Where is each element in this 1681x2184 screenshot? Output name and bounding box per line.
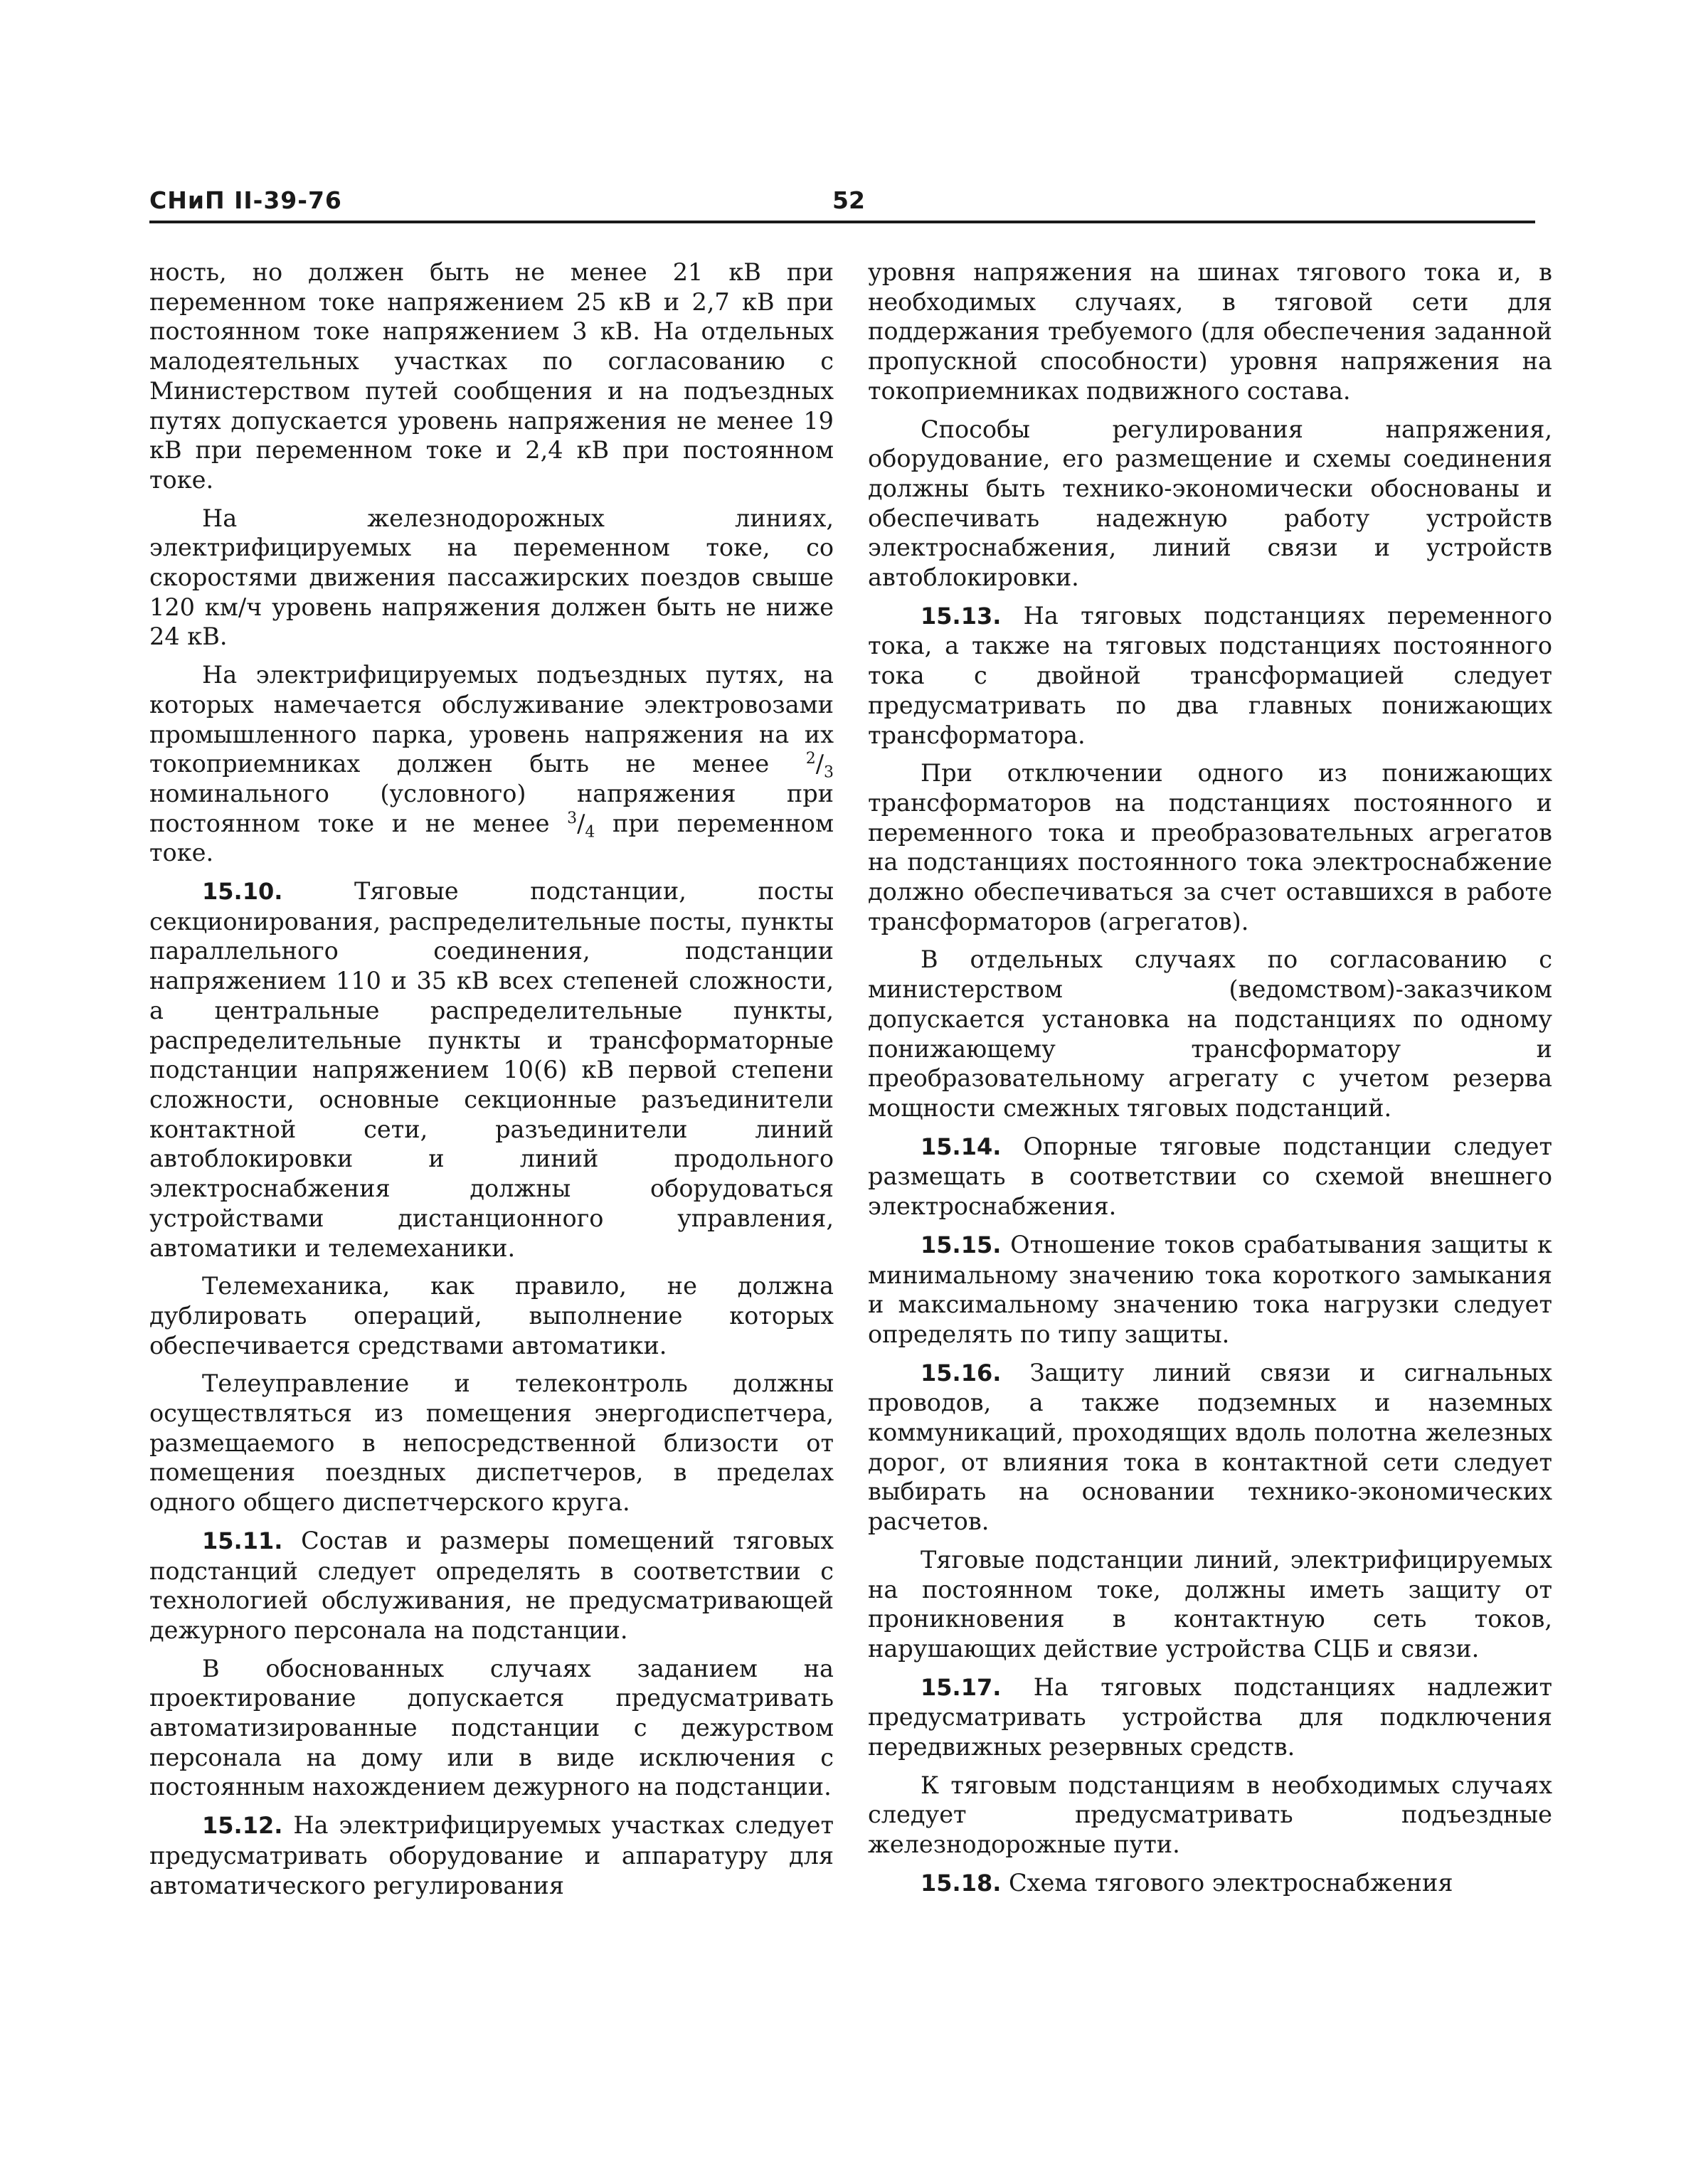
section-number: 15.13. [921, 602, 1002, 630]
fraction-numerator: 2 [805, 750, 816, 768]
section-15-15: 15.15. Отношение токов срабатывания защиты к минимальному значению тока короткого замыкания и максимальному значению тока нагрузки следует определять по типу защиты. [868, 1230, 1552, 1348]
paragraph: На железнодорожных линиях, электрифицируемых на переменном токе, со скоростями движения пассажирских поездов свыше 120 км/ч уровень напряжения должен быть не ниже 24 кВ. [149, 504, 834, 651]
section-number: 15.11. [202, 1527, 283, 1554]
section-15-16: 15.16. Защиту линий связи и сигнальных проводов, а также подземных и наземных коммуникаций, проходящих вдоль полотна железных дорог, от влияния тока в контактной сети следует выбирать на основании технико-экономических расчетов. [868, 1358, 1552, 1536]
section-number: 15.18. [921, 1869, 1002, 1897]
page-number: 52 [832, 186, 865, 214]
paragraph: К тяговым подстанциям в необходимых случаях следует предусматривать подъездные железнодорожные пути. [868, 1771, 1552, 1859]
right-column [868, 258, 1552, 1907]
paragraph: уровня напряжения на шинах тягового тока и, в необходимых случаях, в тяговой сети для поддержания требуемого (для обеспечения заданной пропускной способности) уровня напряжения на токоприемниках подвижного состава. [868, 258, 1552, 405]
paragraph: На электрифицируемых подъездных путях, на которых намечается обслуживание электровозами промышленного парка, уровень напряжения на их токоприемниках должен быть не менее $^2/_3$ номинального (условного) напряжения при постоянном токе и не менее $^3/_4$ при переменном токе. [149, 661, 834, 867]
paragraph: Телемеханика, как правило, не должна дублировать операций, выполнение которых обеспечивается средствами автоматики. [149, 1272, 834, 1359]
paragraph: ность, но должен быть не менее 21 кВ при переменном токе напряжением 25 кВ и 2,7 кВ при постоянном токе напряжением 3 кВ. На отдельных малодеятельных участках по согласованию с Министерством путей сообщения и на подъездных путях допускается уровень напряжения не менее 19 кВ при переменном токе и 2,4 кВ при постоянном токе. [149, 258, 834, 494]
paragraph: В отдельных случаях по согласованию с министерством (ведомством)-заказчиком допускается установка на подстанциях по одному понижающему трансформатору и преобразовательному агрегату с учетом резерва мощности смежных тяговых подстанций. [868, 945, 1552, 1122]
paragraph: Тяговые подстанции линий, электрифицируемых на постоянном токе, должны иметь защиту от проникновения в контактную сеть токов, нарушающих действие устройства СЦБ и связи. [868, 1545, 1552, 1663]
section-15-12: 15.12. На электрифицируемых участках следует предусматривать оборудование и аппаратуру для автоматического регулирования [149, 1811, 834, 1899]
section-number: 15.12. [202, 1812, 283, 1840]
section-number: 15.15. [921, 1231, 1002, 1258]
section-15-11: 15.11. Состав и размеры помещений тяговых подстанций следует определять в соответствии с технологией обслуживания, не предусматривающей дежурного персонала на подстанции. [149, 1526, 834, 1644]
left-column [149, 258, 834, 1909]
fraction-denominator: 4 [585, 823, 595, 842]
section-15-17: 15.17. На тяговых подстанциях надлежит предусматривать устройства для подключения передвижных резервных средств. [868, 1673, 1552, 1761]
paragraph: Телеуправление и телеконтроль должны осуществляться из помещения энергодиспетчера, размещаемого в непосредственной близости от помещения поездных диспетчеров, в пределах одного общего диспетчерского круга. [149, 1369, 834, 1517]
section-15-13: 15.13. На тяговых подстанциях переменного тока, а также на тяговых подстанциях постоянного тока с двойной трансформацией следует предусматривать по два главных понижающих трансформатора. [868, 601, 1552, 749]
section-15-10: 15.10. Тяговые подстанции, посты секционирования, распределительные посты, пункты параллельного соединения, подстанции напряжением 110 и 35 кВ всех степеней сложности, а центральные распределительные пункты, распределительные пункты и трансформаторные подстанции напряжением 10(6) кВ первой степени сложности, основные секционные разъединители контактной сети, разъединители линий автоблокировки и линий продольного электроснабжения должны оборудоваться устройствами дистанционного управления, автоматики и телемеханики. [149, 877, 834, 1262]
paragraph: В обоснованных случаях заданием на проектирование допускается предусматривать автоматизированные подстанции с дежурством персонала на дому или в виде исключения с постоянным нахождением дежурного на подстанции. [149, 1654, 834, 1801]
page-header [149, 186, 1535, 221]
section-15-18: 15.18. Схема тягового электроснабжения [921, 1868, 1453, 1897]
section-number: 15.16. [921, 1359, 1002, 1387]
fraction-numerator: 3 [567, 809, 578, 827]
section-number: 15.14. [921, 1133, 1002, 1160]
document-code: СНиП II-39-76 [149, 186, 342, 214]
section-number: 15.10. [202, 878, 283, 906]
paragraph: Способы регулирования напряжения, оборудование, его размещение и схемы соединения должны быть технико-экономически обоснованы и обеспечивать надежную работу устройств электроснабжения, линий связи и устройств автоблокировки. [868, 415, 1552, 592]
header-rule [149, 221, 1535, 223]
paragraph: При отключении одного из понижающих трансформаторов на подстанциях постоянного и переменного тока и преобразовательных агрегатов на подстанциях постоянного тока электроснабжение должно обеспечиваться за счет оставшихся в работе трансформаторов (агрегатов). [868, 759, 1552, 935]
section-15-14: 15.14. Опорные тяговые подстанции следует размещать в соответствии со схемой внешнего электроснабжения. [868, 1132, 1552, 1221]
fraction-denominator: 3 [824, 763, 834, 782]
section-number: 15.17. [921, 1673, 1002, 1701]
